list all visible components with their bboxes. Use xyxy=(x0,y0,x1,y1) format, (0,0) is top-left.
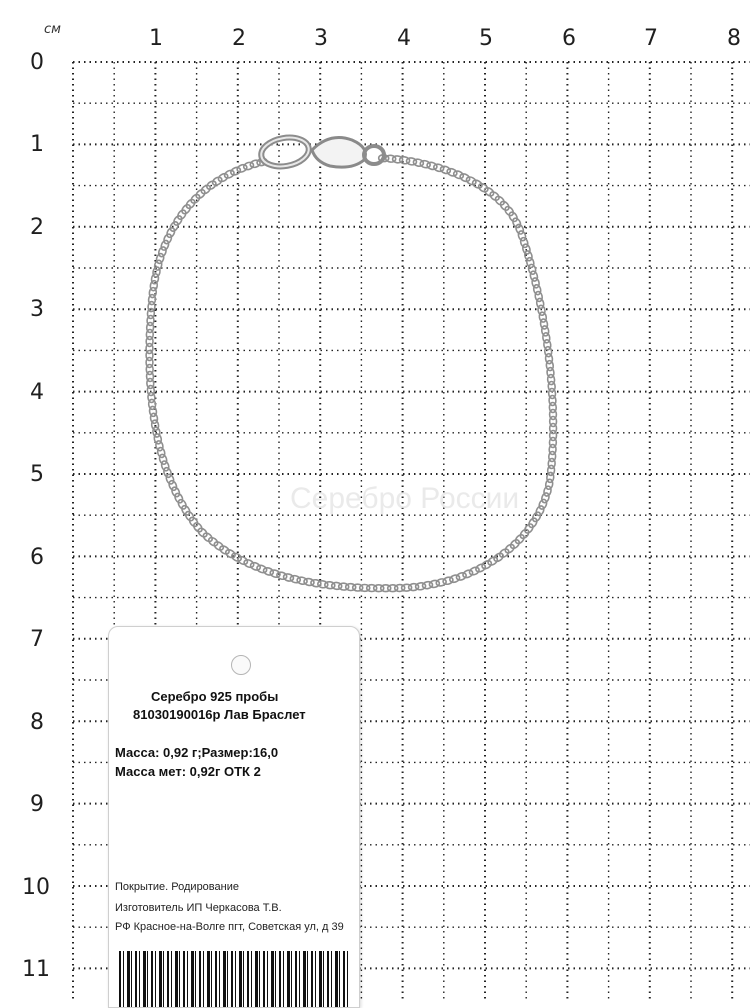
chain-link xyxy=(160,239,170,251)
chain-link xyxy=(243,558,255,568)
watermark: Серебро России xyxy=(290,482,520,515)
chain-link xyxy=(152,266,161,277)
chain-link xyxy=(165,473,175,485)
chain-link xyxy=(276,571,287,580)
side-label-3: 3 xyxy=(30,297,44,322)
chain-link xyxy=(168,480,178,492)
chain-link xyxy=(534,291,543,302)
chain-link xyxy=(263,567,275,577)
chain-link xyxy=(426,161,437,170)
chain-link xyxy=(249,159,261,168)
lobster-clasp xyxy=(259,134,384,170)
top-label-8: 8 xyxy=(727,26,741,51)
chain-link xyxy=(170,486,180,498)
chain-link xyxy=(290,575,301,584)
chain-link xyxy=(154,259,163,270)
unit-label: см xyxy=(44,22,61,37)
top-label-7: 7 xyxy=(644,26,658,51)
chain-link xyxy=(230,166,242,176)
chain-link xyxy=(446,167,458,177)
chain-link xyxy=(152,427,161,438)
top-label-3: 3 xyxy=(314,26,328,51)
top-label-5: 5 xyxy=(479,26,493,51)
chain-link xyxy=(529,270,538,281)
chain xyxy=(146,155,557,592)
side-label-0: 0 xyxy=(30,50,44,75)
chain-link xyxy=(420,160,431,169)
top-label-4: 4 xyxy=(397,26,411,51)
chain-link xyxy=(533,284,542,295)
chain-link xyxy=(160,460,170,472)
chain-link xyxy=(538,498,548,510)
side-label-6: 6 xyxy=(30,545,44,570)
side-label-5: 5 xyxy=(30,462,44,487)
tag-hole xyxy=(231,655,251,675)
chain-link xyxy=(528,264,537,275)
chain-link xyxy=(522,243,531,255)
chain-link xyxy=(429,580,440,589)
chain-link xyxy=(536,298,545,309)
chain-link xyxy=(519,237,529,249)
chain-link xyxy=(163,467,173,479)
tag-article: 81030190016р Лав Браслет xyxy=(133,707,306,722)
chain-link xyxy=(269,569,281,578)
chain-link xyxy=(283,573,294,582)
price-tag xyxy=(108,626,360,1008)
chain-link xyxy=(153,433,162,444)
chain-link xyxy=(468,566,480,576)
chain-link xyxy=(535,505,546,517)
chain-link xyxy=(539,312,547,323)
chain-link xyxy=(155,440,164,451)
side-label-10: 10 xyxy=(22,875,50,900)
chain-link xyxy=(524,250,533,262)
tag-metal-mass: Масса мет: 0,92г ОТК 2 xyxy=(115,764,261,779)
chain-link xyxy=(433,163,445,172)
chain-link xyxy=(442,576,453,585)
chain-link xyxy=(459,173,471,183)
chain-link xyxy=(440,165,452,175)
top-label-2: 2 xyxy=(232,26,246,51)
chain-link xyxy=(449,574,461,584)
chain-link xyxy=(243,161,255,171)
chain-link xyxy=(249,561,261,571)
tag-address: РФ Красное-на-Волге пгт, Советская ул, д 39 xyxy=(115,921,344,933)
chain-link xyxy=(256,564,268,574)
tag-title: Серебро 925 пробы xyxy=(151,689,279,704)
barcode xyxy=(119,951,349,1007)
side-label-1: 1 xyxy=(30,132,44,157)
side-label-7: 7 xyxy=(30,627,44,652)
side-label-8: 8 xyxy=(30,710,44,735)
chain-link xyxy=(157,447,166,458)
tag-coating: Покрытие. Родирование xyxy=(115,881,239,893)
tag-mass-size: Масса: 0,92 г;Размер:16,0 xyxy=(115,745,279,760)
chain-link xyxy=(158,454,167,466)
chain-link xyxy=(541,492,551,504)
chain-link xyxy=(163,233,173,245)
chain-link xyxy=(462,569,474,579)
side-label-11: 11 xyxy=(22,957,50,982)
chain-link xyxy=(155,253,164,265)
chain-link xyxy=(436,578,447,587)
chain-link xyxy=(158,246,168,258)
chain-link xyxy=(515,223,525,235)
chain-link xyxy=(531,277,540,288)
chain-link xyxy=(453,170,465,180)
side-label-9: 9 xyxy=(30,792,44,817)
chain-link xyxy=(526,257,535,268)
chain-link xyxy=(517,230,527,242)
chain-link xyxy=(236,163,248,173)
side-label-4: 4 xyxy=(30,380,44,405)
top-label-6: 6 xyxy=(562,26,576,51)
top-label-1: 1 xyxy=(149,26,163,51)
tag-maker: Изготовитель ИП Черкасова Т.В. xyxy=(115,902,282,914)
chain-link xyxy=(455,571,467,581)
chain-link xyxy=(543,485,552,496)
side-label-2: 2 xyxy=(30,215,44,240)
